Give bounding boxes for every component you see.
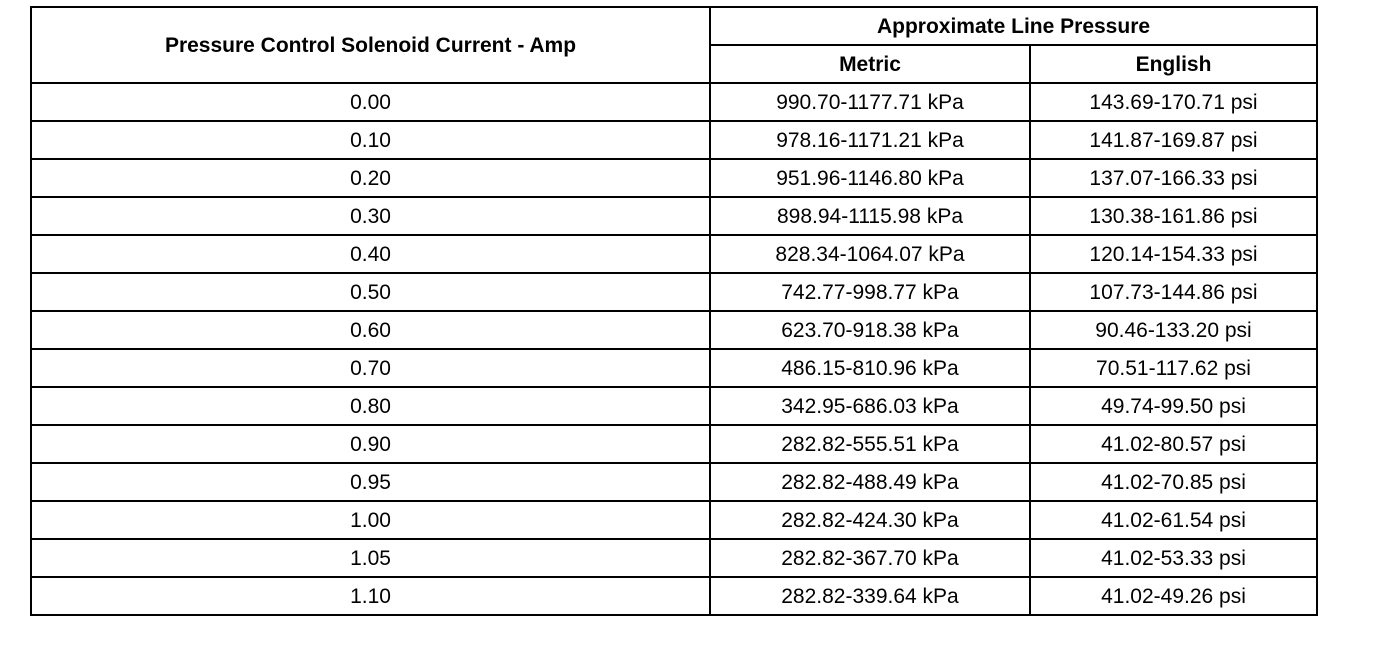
cell-metric: 282.82-555.51 kPa bbox=[710, 425, 1030, 463]
header-line-pressure: Approximate Line Pressure bbox=[710, 7, 1317, 45]
table-row bbox=[31, 197, 1317, 235]
cell-current: 1.10 bbox=[31, 577, 710, 615]
cell-current: 0.30 bbox=[31, 197, 710, 235]
cell-current: 0.60 bbox=[31, 311, 710, 349]
cell-current: 0.10 bbox=[31, 121, 710, 159]
table-header bbox=[31, 7, 1317, 83]
table-row bbox=[31, 159, 1317, 197]
cell-metric: 342.95-686.03 kPa bbox=[710, 387, 1030, 425]
cell-metric: 978.16-1171.21 kPa bbox=[710, 121, 1030, 159]
cell-metric: 623.70-918.38 kPa bbox=[710, 311, 1030, 349]
cell-metric: 990.70-1177.71 kPa bbox=[710, 83, 1030, 121]
cell-english: 137.07-166.33 psi bbox=[1030, 159, 1317, 197]
cell-metric: 486.15-810.96 kPa bbox=[710, 349, 1030, 387]
cell-metric: 282.82-424.30 kPa bbox=[710, 501, 1030, 539]
cell-english: 130.38-161.86 psi bbox=[1030, 197, 1317, 235]
table-row bbox=[31, 425, 1317, 463]
header-row-top bbox=[31, 7, 1317, 45]
table-body bbox=[31, 83, 1317, 615]
cell-current: 0.95 bbox=[31, 463, 710, 501]
cell-english: 141.87-169.87 psi bbox=[1030, 121, 1317, 159]
header-metric: Metric bbox=[710, 45, 1030, 83]
table-row bbox=[31, 273, 1317, 311]
table-row bbox=[31, 311, 1317, 349]
cell-english: 107.73-144.86 psi bbox=[1030, 273, 1317, 311]
cell-current: 0.20 bbox=[31, 159, 710, 197]
cell-current: 1.00 bbox=[31, 501, 710, 539]
cell-current: 0.40 bbox=[31, 235, 710, 273]
cell-current: 0.70 bbox=[31, 349, 710, 387]
cell-metric: 951.96-1146.80 kPa bbox=[710, 159, 1030, 197]
header-english: English bbox=[1030, 45, 1317, 83]
cell-metric: 282.82-339.64 kPa bbox=[710, 577, 1030, 615]
header-current: Pressure Control Solenoid Current - Amp bbox=[31, 7, 710, 83]
cell-metric: 828.34-1064.07 kPa bbox=[710, 235, 1030, 273]
table-row bbox=[31, 387, 1317, 425]
table-row bbox=[31, 235, 1317, 273]
table-row bbox=[31, 539, 1317, 577]
cell-english: 120.14-154.33 psi bbox=[1030, 235, 1317, 273]
cell-english: 41.02-70.85 psi bbox=[1030, 463, 1317, 501]
table-row bbox=[31, 83, 1317, 121]
table-row bbox=[31, 463, 1317, 501]
cell-english: 70.51-117.62 psi bbox=[1030, 349, 1317, 387]
cell-english: 41.02-80.57 psi bbox=[1030, 425, 1317, 463]
cell-current: 0.50 bbox=[31, 273, 710, 311]
cell-current: 1.05 bbox=[31, 539, 710, 577]
cell-english: 41.02-61.54 psi bbox=[1030, 501, 1317, 539]
cell-english: 41.02-49.26 psi bbox=[1030, 577, 1317, 615]
cell-english: 41.02-53.33 psi bbox=[1030, 539, 1317, 577]
cell-metric: 282.82-367.70 kPa bbox=[710, 539, 1030, 577]
cell-english: 143.69-170.71 psi bbox=[1030, 83, 1317, 121]
cell-current: 0.00 bbox=[31, 83, 710, 121]
cell-current: 0.80 bbox=[31, 387, 710, 425]
cell-english: 49.74-99.50 psi bbox=[1030, 387, 1317, 425]
table-row bbox=[31, 349, 1317, 387]
cell-metric: 742.77-998.77 kPa bbox=[710, 273, 1030, 311]
cell-metric: 898.94-1115.98 kPa bbox=[710, 197, 1030, 235]
cell-current: 0.90 bbox=[31, 425, 710, 463]
cell-english: 90.46-133.20 psi bbox=[1030, 311, 1317, 349]
table-row bbox=[31, 577, 1317, 615]
table-row bbox=[31, 121, 1317, 159]
pressure-table bbox=[30, 6, 1318, 616]
cell-metric: 282.82-488.49 kPa bbox=[710, 463, 1030, 501]
table-row bbox=[31, 501, 1317, 539]
